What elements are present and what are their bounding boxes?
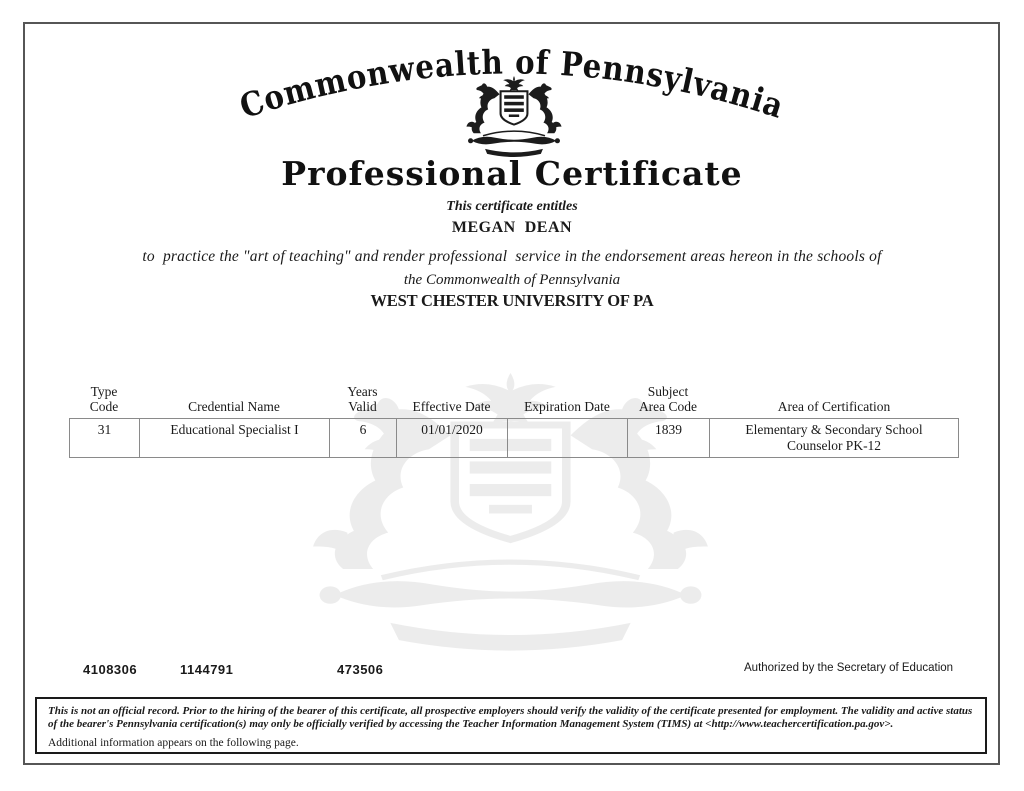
state-crest-icon (452, 74, 576, 160)
cell-type-code: 31 (70, 419, 140, 457)
serial-number: 1144791 (180, 662, 234, 677)
header-cell-expiration-date: Expiration Date (524, 399, 610, 414)
header-cell-effective-date: Effective Date (412, 399, 491, 414)
cell-years-valid: 6 (330, 419, 397, 457)
bearer-name: MEGAN DEAN (451, 219, 573, 236)
institution-name: WEST CHESTER UNIVERSITY OF PA (370, 291, 654, 310)
cell-expiration-date (508, 419, 628, 457)
table-row (69, 418, 959, 458)
certificate-title: Professional Certificate (281, 154, 743, 193)
cell-credential-name: Educational Specialist I (140, 419, 330, 457)
table-header-row (69, 381, 959, 414)
credentials-table (69, 381, 959, 458)
cell-effective-date: 01/01/2020 (397, 419, 508, 457)
header-cell-type-code: Type Code (89, 384, 119, 414)
grant-line-2: the Commonwealth of Pennsylvania (403, 272, 621, 288)
disclaimer-text: This is not an official record. Prior to the hiring of the bearer of this certificate, all prospective employers should verify the validity of the certificate presented for employment. The validity and active status of the bearer's Pennsylvania certification(s) may only be officially verified by accessing the Teacher Information Management System (TIMS) at <http://www.teachercertification.pa.gov>. (48, 705, 973, 731)
disclaimer-box (35, 697, 987, 754)
additional-info-text: Additional information appears on the following page. (48, 737, 299, 750)
arched-title-text: Commonwealth of Pennsylvania (234, 42, 792, 127)
header-cell-subject-area-code: Subject Area Code (638, 384, 698, 414)
serial-number: 473506 (337, 662, 384, 677)
header-cell-credential-name: Credential Name (188, 399, 280, 414)
cell-area-of-certification: Elementary & Secondary School Counselor PK-12 (745, 422, 923, 453)
header-cell-area-of-certification: Area of Certification (777, 399, 891, 414)
serial-number: 4108306 (83, 662, 138, 677)
authorized-by-label: Authorized by the Secretary of Education (744, 662, 954, 674)
cell-subject-area-code: 1839 (628, 419, 710, 457)
header-cell-years-valid: Years Valid (347, 384, 378, 414)
entitles-line: This certificate entitles (446, 199, 578, 214)
grant-line-1: to practice the "art of teaching" and render professional service in the endorsement areas hereon in the schools of (142, 248, 882, 265)
